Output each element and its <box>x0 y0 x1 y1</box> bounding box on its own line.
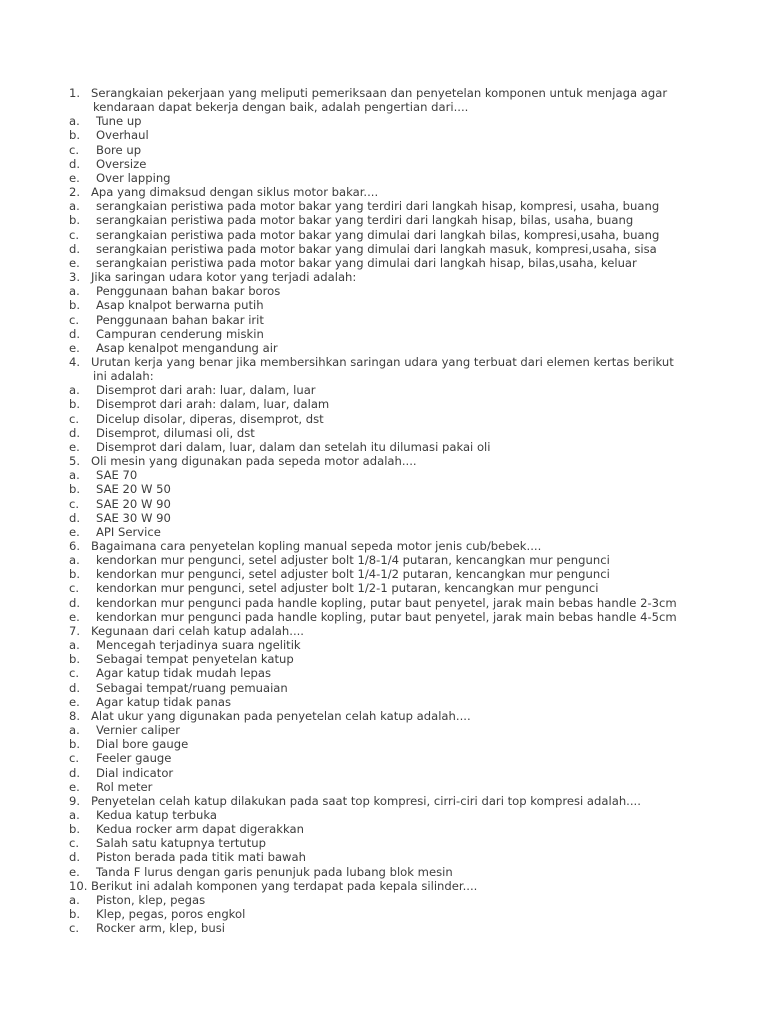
answer-option <box>69 893 689 907</box>
answer-option <box>69 128 689 142</box>
option-letter: b. <box>69 652 81 667</box>
option-letter: b. <box>69 822 81 837</box>
option-letter: e. <box>69 864 80 879</box>
question-7 <box>69 624 689 638</box>
option-letter: b. <box>69 397 81 412</box>
answer-option <box>69 681 689 695</box>
option-letter: e. <box>69 255 80 270</box>
option-text: Tune up <box>96 114 142 129</box>
option-letter: c. <box>69 666 80 681</box>
answer-option <box>69 256 689 270</box>
answer-option <box>69 228 689 242</box>
option-letter: e. <box>69 170 80 185</box>
question-4 <box>69 355 689 369</box>
option-letter: a. <box>69 468 80 483</box>
question-text: Berikut ini adalah komponen yang terdapat pada kepala silinder.... <box>91 878 478 893</box>
answer-option <box>69 766 689 780</box>
question-1 <box>69 86 689 100</box>
option-text: Penggunaan bahan bakar irit <box>96 312 264 327</box>
option-letter: e. <box>69 340 80 355</box>
option-letter: e. <box>69 779 80 794</box>
option-text: Dial bore gauge <box>96 737 189 752</box>
answer-option <box>69 610 689 624</box>
option-text: Dial indicator <box>96 765 174 780</box>
option-text: Piston berada pada titik mati bawah <box>96 850 306 865</box>
option-text: SAE 20 W 50 <box>96 482 171 497</box>
answer-option <box>69 751 689 765</box>
option-text: Campuran cenderung miskin <box>96 326 264 341</box>
option-text: Over lapping <box>96 170 171 185</box>
option-letter: d. <box>69 595 81 610</box>
option-letter: a. <box>69 284 80 299</box>
question-text: Penyetelan celah katup dilakukan pada saat top kompresi, cirri-ciri dari top kompresi adalah.... <box>91 793 641 808</box>
option-letter: e. <box>69 439 80 454</box>
option-text: kendorkan mur pengunci pada handle kopling, putar baut penyetel, jarak main bebas handle 2-3cm <box>96 595 677 610</box>
option-text: Disemprot dari arah: dalam, luar, dalam <box>96 397 330 412</box>
answer-option <box>69 313 689 327</box>
option-letter: b. <box>69 482 81 497</box>
answer-option <box>69 596 689 610</box>
option-letter: c. <box>69 142 80 157</box>
answer-option <box>69 808 689 822</box>
option-text: kendorkan mur pengunci, setel adjuster bolt 1/8-1/4 putaran, kencangkan mur pengunci <box>96 553 610 568</box>
option-text: SAE 30 W 90 <box>96 510 171 525</box>
question-number: 4. <box>69 354 81 369</box>
option-letter: b. <box>69 298 81 313</box>
answer-option <box>69 638 689 652</box>
option-letter: d. <box>69 425 81 440</box>
option-letter: e. <box>69 694 80 709</box>
question-9 <box>69 794 689 808</box>
answer-option <box>69 652 689 666</box>
answer-option <box>69 511 689 525</box>
option-letter: b. <box>69 737 81 752</box>
question-number: 9. <box>69 793 81 808</box>
answer-option <box>69 157 689 171</box>
question-3 <box>69 270 689 284</box>
question-number: 3. <box>69 270 81 285</box>
question-number: 5. <box>69 454 81 469</box>
answer-option <box>69 780 689 794</box>
option-letter: c. <box>69 227 80 242</box>
option-text: Tanda F lurus dengan garis penunjuk pada lubang blok mesin <box>96 864 453 879</box>
question-number: 10. <box>69 878 88 893</box>
answer-option <box>69 327 689 341</box>
answer-option <box>69 298 689 312</box>
option-text: kendorkan mur pengunci pada handle kopling, putar baut penyetel, jarak main bebas handle 4-5cm <box>96 609 677 624</box>
option-text: Oversize <box>96 156 147 171</box>
option-text: Sebagai tempat/ruang pemuaian <box>96 680 288 695</box>
answer-option <box>69 242 689 256</box>
answer-option <box>69 695 689 709</box>
option-text: Disemprot dari arah: luar, dalam, luar <box>96 383 316 398</box>
answer-option <box>69 567 689 581</box>
question-text-continuation: kendaraan dapat bekerja dengan baik, adalah pengertian dari.... <box>93 100 469 115</box>
option-text: Sebagai tempat penyetelan katup <box>96 652 294 667</box>
question-2 <box>69 185 689 199</box>
option-letter: e. <box>69 609 80 624</box>
question-number: 6. <box>69 539 81 553</box>
option-text: Disemprot dari dalam, luar, dalam dan setelah itu dilumasi pakai oli <box>96 439 491 454</box>
option-text: kendorkan mur pengunci, setel adjuster bolt 1/2-1 putaran, kencangkan mur pengunci <box>96 581 599 596</box>
option-text: Kedua rocker arm dapat digerakkan <box>96 822 304 837</box>
option-text: Salah satu katupnya tertutup <box>96 836 267 851</box>
option-letter: d. <box>69 680 81 695</box>
option-text: API Service <box>96 524 161 539</box>
option-letter: c. <box>69 751 80 766</box>
question-text-continuation: ini adalah: <box>93 369 154 384</box>
option-text: Feeler gauge <box>96 751 172 766</box>
question-text: Apa yang dimaksud dengan siklus motor bakar.... <box>91 185 379 200</box>
option-letter: a. <box>69 638 80 653</box>
option-text: Bore up <box>96 142 142 157</box>
question-5 <box>69 454 689 468</box>
answer-option <box>69 737 689 751</box>
option-letter: a. <box>69 383 80 398</box>
option-letter: a. <box>69 807 80 822</box>
option-text: Overhaul <box>96 128 149 143</box>
answer-option <box>69 397 689 411</box>
answer-option <box>69 581 689 595</box>
option-letter: c. <box>69 411 80 426</box>
question-text: Jika saringan udara kotor yang terjadi adalah: <box>91 270 357 285</box>
option-letter: d. <box>69 326 81 341</box>
answer-option <box>69 171 689 185</box>
answer-option <box>69 666 689 680</box>
option-text: Dicelup disolar, diperas, disemprot, dst <box>96 411 324 426</box>
answer-option <box>69 907 689 921</box>
option-text: Mencegah terjadinya suara ngelitik <box>96 638 301 653</box>
answer-option <box>69 383 689 397</box>
option-letter: b. <box>69 907 81 922</box>
answer-option <box>69 723 689 737</box>
option-text: Disemprot, dilumasi oli, dst <box>96 425 255 440</box>
option-text: SAE 20 W 90 <box>96 496 171 511</box>
option-text: Asap knalpot berwarna putih <box>96 298 264 313</box>
question-text: Bagaimana cara penyetelan kopling manual sepeda motor jenis cub/bebek.... <box>91 539 542 553</box>
option-text: serangkaian peristiwa pada motor bakar yang dimulai dari langkah masuk, kompresi,usaha, sisa <box>96 241 657 256</box>
option-text: SAE 70 <box>96 468 138 483</box>
option-text: Asap kenalpot mengandung air <box>96 340 278 355</box>
option-text: Klep, pegas, poros engkol <box>96 907 246 922</box>
answer-option <box>69 143 689 157</box>
option-letter: b. <box>69 128 81 143</box>
option-text: Piston, klep, pegas <box>96 892 206 907</box>
option-text: serangkaian peristiwa pada motor bakar yang dimulai dari langkah hisap, bilas,usaha, keluar <box>96 255 637 270</box>
question-8 <box>69 709 689 723</box>
option-text: Vernier caliper <box>96 723 181 738</box>
question-number: 2. <box>69 185 81 200</box>
question-6 <box>69 539 689 553</box>
question-number: 1. <box>69 86 81 100</box>
option-letter: a. <box>69 553 80 568</box>
answer-option <box>69 525 689 539</box>
option-letter: a. <box>69 199 80 214</box>
option-letter: c. <box>69 312 80 327</box>
option-letter: a. <box>69 114 80 129</box>
answer-option <box>69 468 689 482</box>
question-number: 7. <box>69 623 81 638</box>
answer-option <box>69 482 689 496</box>
option-text: Penggunaan bahan bakar boros <box>96 284 281 299</box>
question-text: Urutan kerja yang benar jika membersihkan saringan udara yang terbuat dari elemen kertas berikut <box>91 354 674 369</box>
option-letter: e. <box>69 524 80 539</box>
question-text: Oli mesin yang digunakan pada sepeda motor adalah.... <box>91 454 417 469</box>
answer-option <box>69 921 689 935</box>
answer-option <box>69 822 689 836</box>
option-letter: c. <box>69 921 80 936</box>
question-text: Alat ukur yang digunakan pada penyetelan celah katup adalah.... <box>91 708 471 723</box>
option-letter: d. <box>69 510 81 525</box>
answer-option <box>69 497 689 511</box>
answer-option <box>69 553 689 567</box>
option-letter: d. <box>69 765 81 780</box>
answer-option <box>69 412 689 426</box>
option-letter: d. <box>69 241 81 256</box>
answer-option <box>69 114 689 128</box>
option-letter: c. <box>69 496 80 511</box>
question-10 <box>69 879 689 893</box>
option-letter: b. <box>69 567 81 582</box>
option-text: kendorkan mur pengunci, setel adjuster bolt 1/4-1/2 putaran, kencangkan mur pengunci <box>96 567 610 582</box>
answer-option <box>69 865 689 879</box>
option-letter: a. <box>69 892 80 907</box>
option-letter: d. <box>69 850 81 865</box>
option-text: Kedua katup terbuka <box>96 807 217 822</box>
answer-option <box>69 213 689 227</box>
option-letter: b. <box>69 213 81 228</box>
option-text: Agar katup tidak panas <box>96 694 231 709</box>
answer-option <box>69 284 689 298</box>
document-page <box>69 86 689 935</box>
option-letter: c. <box>69 836 80 851</box>
option-text: serangkaian peristiwa pada motor bakar yang terdiri dari langkah hisap, bilas, usaha, buang <box>96 213 634 228</box>
option-letter: d. <box>69 156 81 171</box>
option-text: serangkaian peristiwa pada motor bakar yang dimulai dari langkah bilas, kompresi,usaha, buang <box>96 227 660 242</box>
answer-option <box>69 440 689 454</box>
option-letter: a. <box>69 723 80 738</box>
option-text: serangkaian peristiwa pada motor bakar yang terdiri dari langkah hisap, kompresi, usaha, buang <box>96 199 660 214</box>
answer-option <box>69 836 689 850</box>
answer-option <box>69 199 689 213</box>
question-text: Serangkaian pekerjaan yang meliputi pemeriksaan dan penyetelan komponen untuk menjaga agar <box>91 86 668 100</box>
option-letter: c. <box>69 581 80 596</box>
option-text: Rol meter <box>96 779 153 794</box>
answer-option <box>69 426 689 440</box>
question-number: 8. <box>69 708 81 723</box>
option-text: Rocker arm, klep, busi <box>96 921 225 936</box>
question-text: Kegunaan dari celah katup adalah.... <box>91 623 304 638</box>
option-text: Agar katup tidak mudah lepas <box>96 666 272 681</box>
answer-option <box>69 850 689 864</box>
answer-option <box>69 341 689 355</box>
